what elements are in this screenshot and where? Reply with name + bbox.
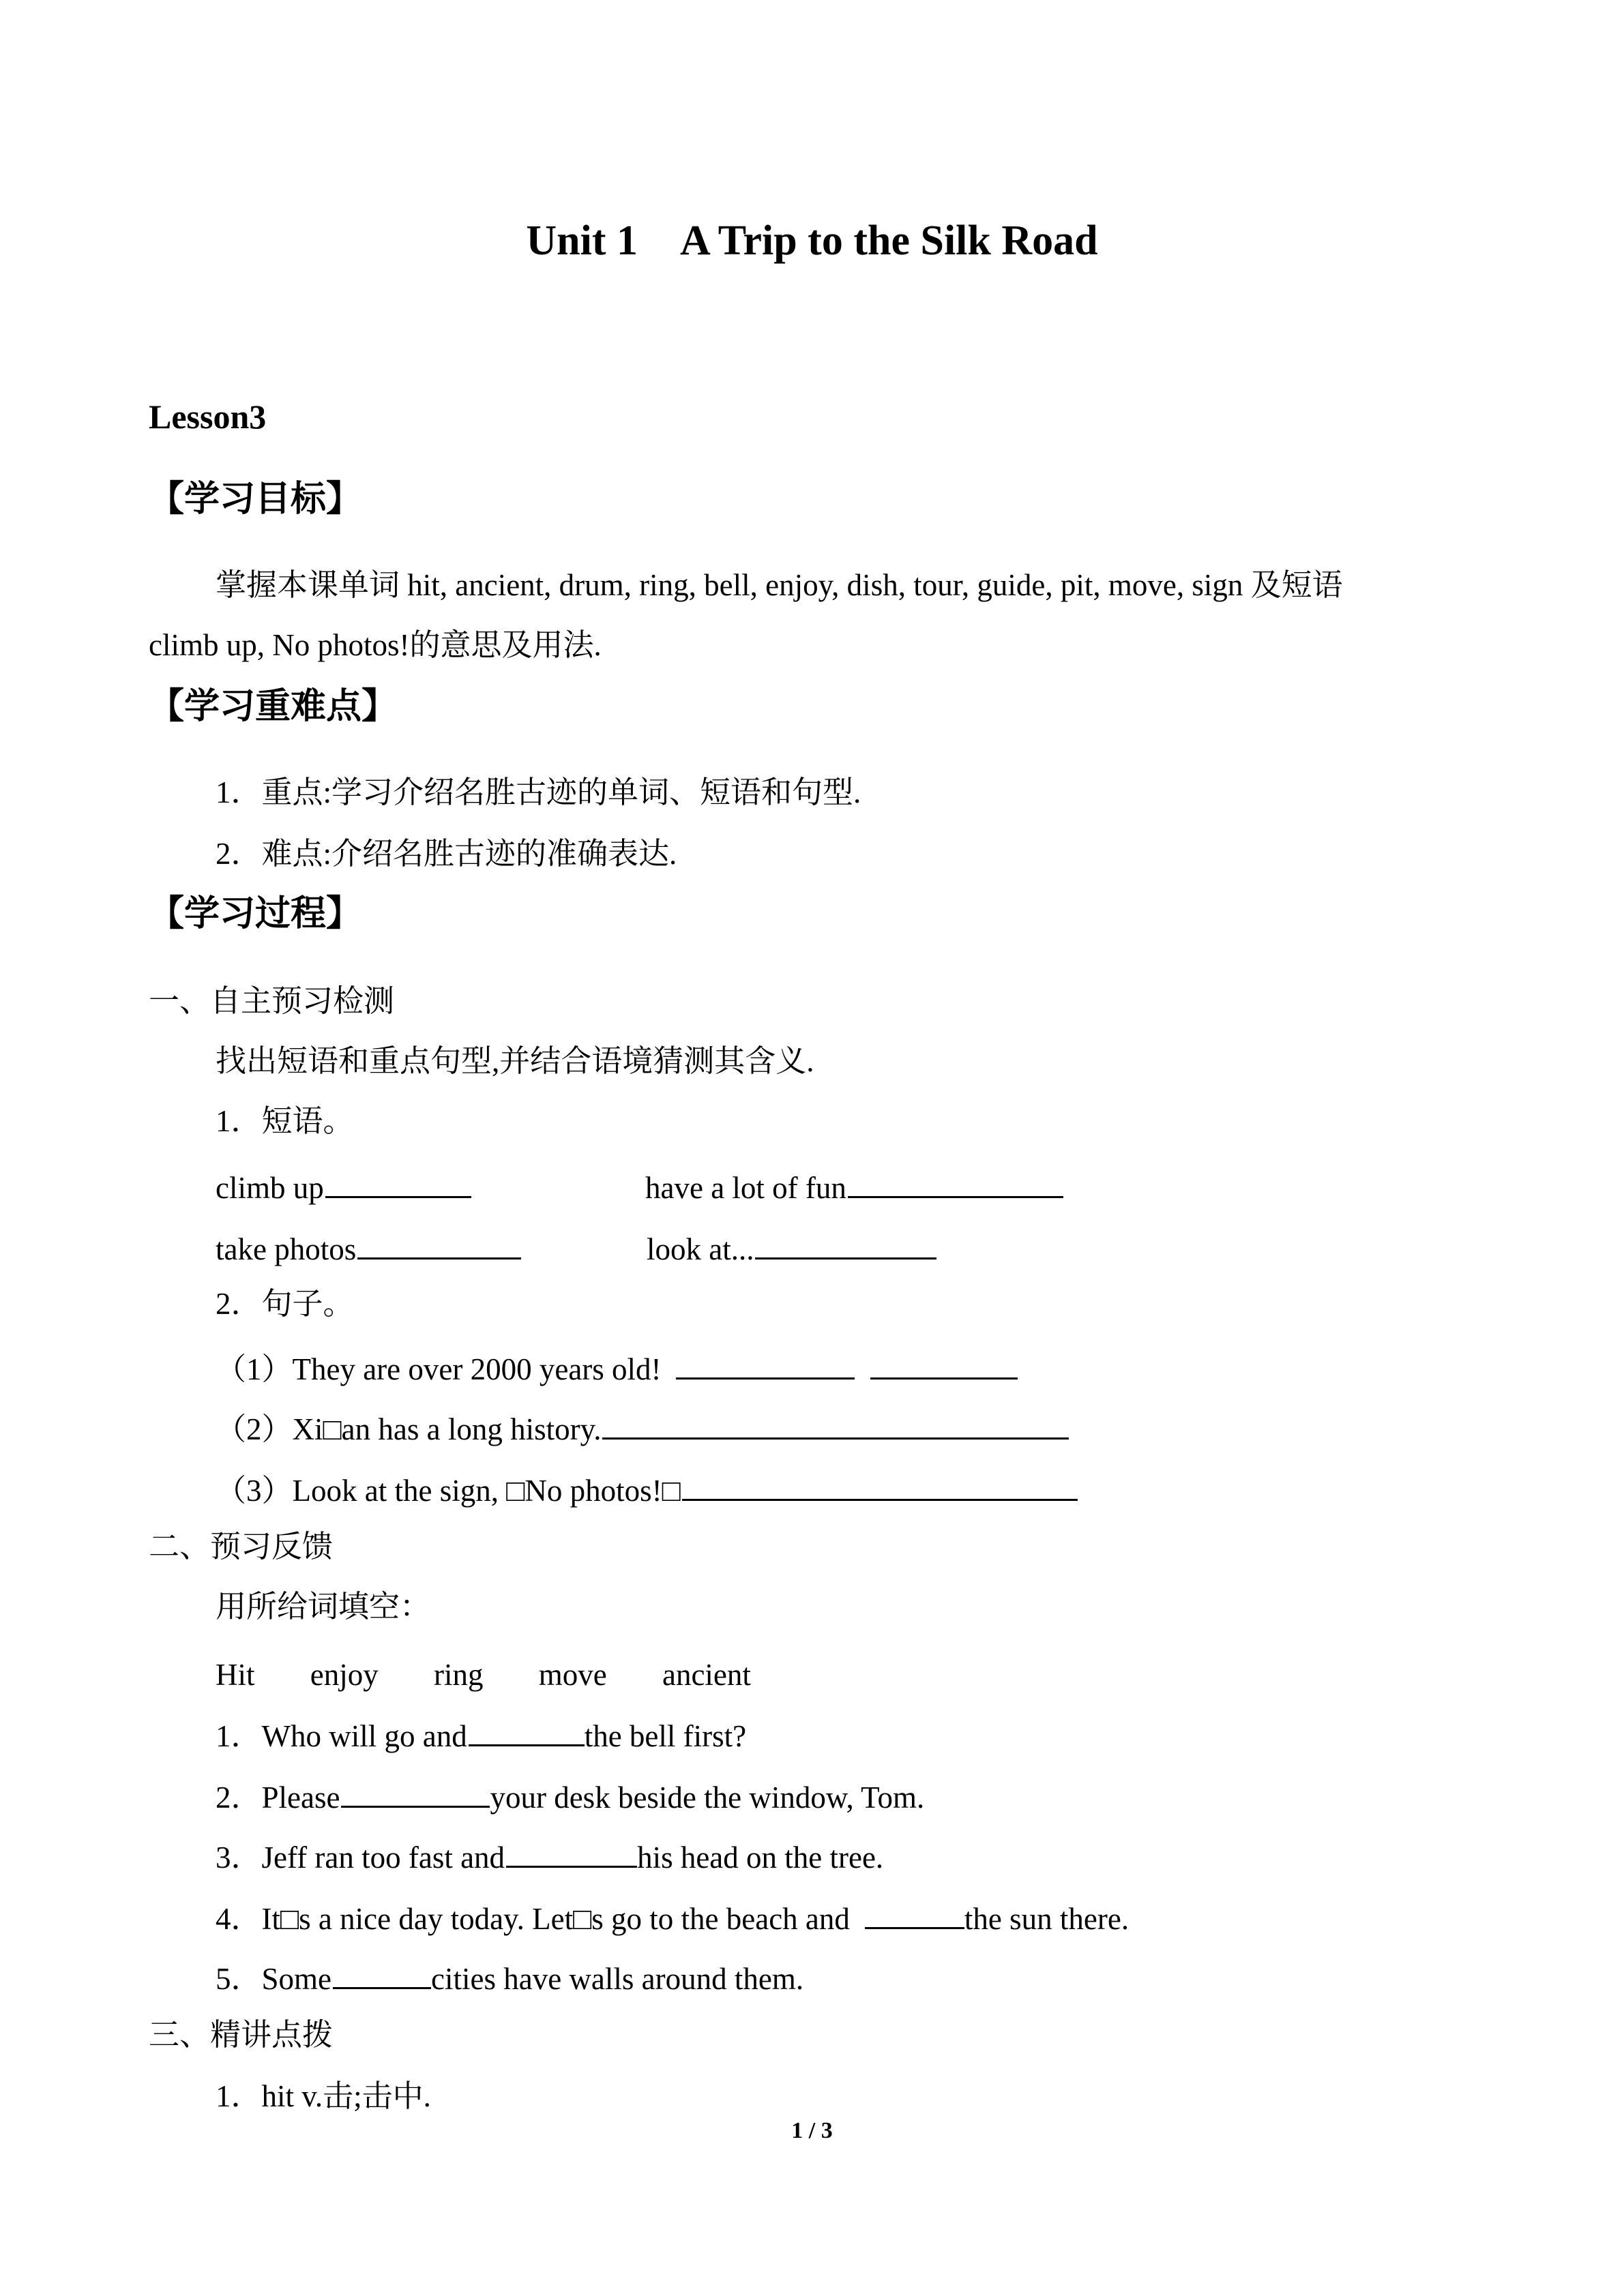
part3-heading: 三、精讲点拨 (149, 2018, 334, 2052)
phrase-have-fun: have a lot of fun (645, 1171, 846, 1205)
question-text: cities have walls around them. (431, 1962, 804, 1996)
sentence-3: （3）Look at the sign, □No photos!□ (216, 1474, 681, 1508)
phrase-row (216, 1169, 471, 1204)
phrases-label: 1．短语。 (216, 1104, 354, 1138)
goals-line-1: 掌握本课单词 hit, ancient, drum, ring, bell, enjoy, dish, tour, guide, pit, move, sign 及短语 (216, 568, 1343, 602)
phrase-climb-up: climb up (216, 1171, 324, 1205)
question-5 (216, 1960, 803, 1995)
sentence-1: （1）They are over 2000 years old! (216, 1352, 662, 1386)
part2-instruction: 用所给词填空： (216, 1590, 431, 1624)
answer-blank[interactable] (506, 1838, 637, 1868)
answer-blank[interactable] (325, 1169, 471, 1198)
answer-blank[interactable] (357, 1230, 521, 1259)
question-text: his head on the tree. (637, 1840, 884, 1875)
question-text: 5．Some (216, 1962, 332, 1996)
question-3 (216, 1838, 883, 1873)
answer-blank[interactable] (848, 1169, 1063, 1198)
word-bank-item: move (538, 1658, 607, 1692)
sentence-2: （2）Xi□an has a long history. (216, 1412, 602, 1446)
keypoint-2: 2．难点:介绍名胜古迹的准确表达. (216, 837, 677, 871)
part2-heading: 二、预习反馈 (149, 1530, 334, 1564)
answer-blank[interactable] (755, 1230, 936, 1259)
question-4 (216, 1900, 1129, 1935)
word-bank-item: ancient (662, 1658, 751, 1692)
sentence-row (216, 1410, 1069, 1445)
page-number: 1 / 3 (791, 2118, 833, 2143)
question-text: 2．Please (216, 1780, 340, 1815)
question-text: the sun there. (964, 1902, 1130, 1936)
part1-heading: 一、自主预习检测 (149, 984, 395, 1018)
word-bank-item: enjoy (310, 1658, 379, 1692)
process-heading: 【学习过程】 (149, 893, 362, 934)
point-1: 1．hit v.击;击中. (216, 2079, 431, 2113)
sentences-label: 2．句子。 (216, 1287, 354, 1321)
question-text: 1．Who will go and (216, 1719, 467, 1753)
lesson-label: Lesson3 (149, 398, 267, 436)
phrase-take-photos: take photos (216, 1232, 357, 1266)
answer-blank[interactable] (682, 1472, 1078, 1501)
answer-blank[interactable] (865, 1900, 964, 1929)
sentence-row (216, 1472, 1078, 1506)
sentence-row (216, 1350, 1018, 1385)
question-text: 4．It□s a nice day today. Let□s go to the beach and (216, 1902, 850, 1936)
word-bank (216, 1660, 799, 1690)
goals-line-2: climb up, No photos!的意思及用法. (149, 628, 602, 662)
phrase-row (216, 1230, 521, 1265)
keypoints-heading: 【学习重难点】 (149, 686, 398, 727)
answer-blank[interactable] (602, 1410, 1069, 1440)
word-bank-item: Hit (216, 1658, 255, 1692)
keypoint-1: 1．重点:学习介绍名胜古迹的单词、短语和句型. (216, 775, 861, 809)
answer-blank[interactable] (469, 1717, 585, 1746)
question-text: your desk beside the window, Tom. (490, 1780, 925, 1815)
question-text: 3．Jeff ran too fast and (216, 1840, 505, 1875)
question-2 (216, 1778, 924, 1813)
page-title: Unit 1 A Trip to the Silk Road (526, 218, 1098, 264)
part1-instruction: 找出短语和重点句型,并结合语境猜测其含义. (216, 1044, 814, 1078)
phrase-row (647, 1230, 936, 1265)
goals-heading: 【学习目标】 (149, 479, 362, 520)
answer-blank[interactable] (341, 1778, 490, 1808)
word-bank-item: ring (434, 1658, 484, 1692)
phrase-look-at: look at... (647, 1232, 754, 1266)
answer-blank[interactable] (870, 1350, 1018, 1380)
answer-blank[interactable] (333, 1960, 431, 1989)
phrase-row (645, 1169, 1063, 1204)
question-1 (216, 1717, 746, 1752)
answer-blank[interactable] (676, 1350, 855, 1380)
question-text: the bell first? (584, 1719, 747, 1753)
